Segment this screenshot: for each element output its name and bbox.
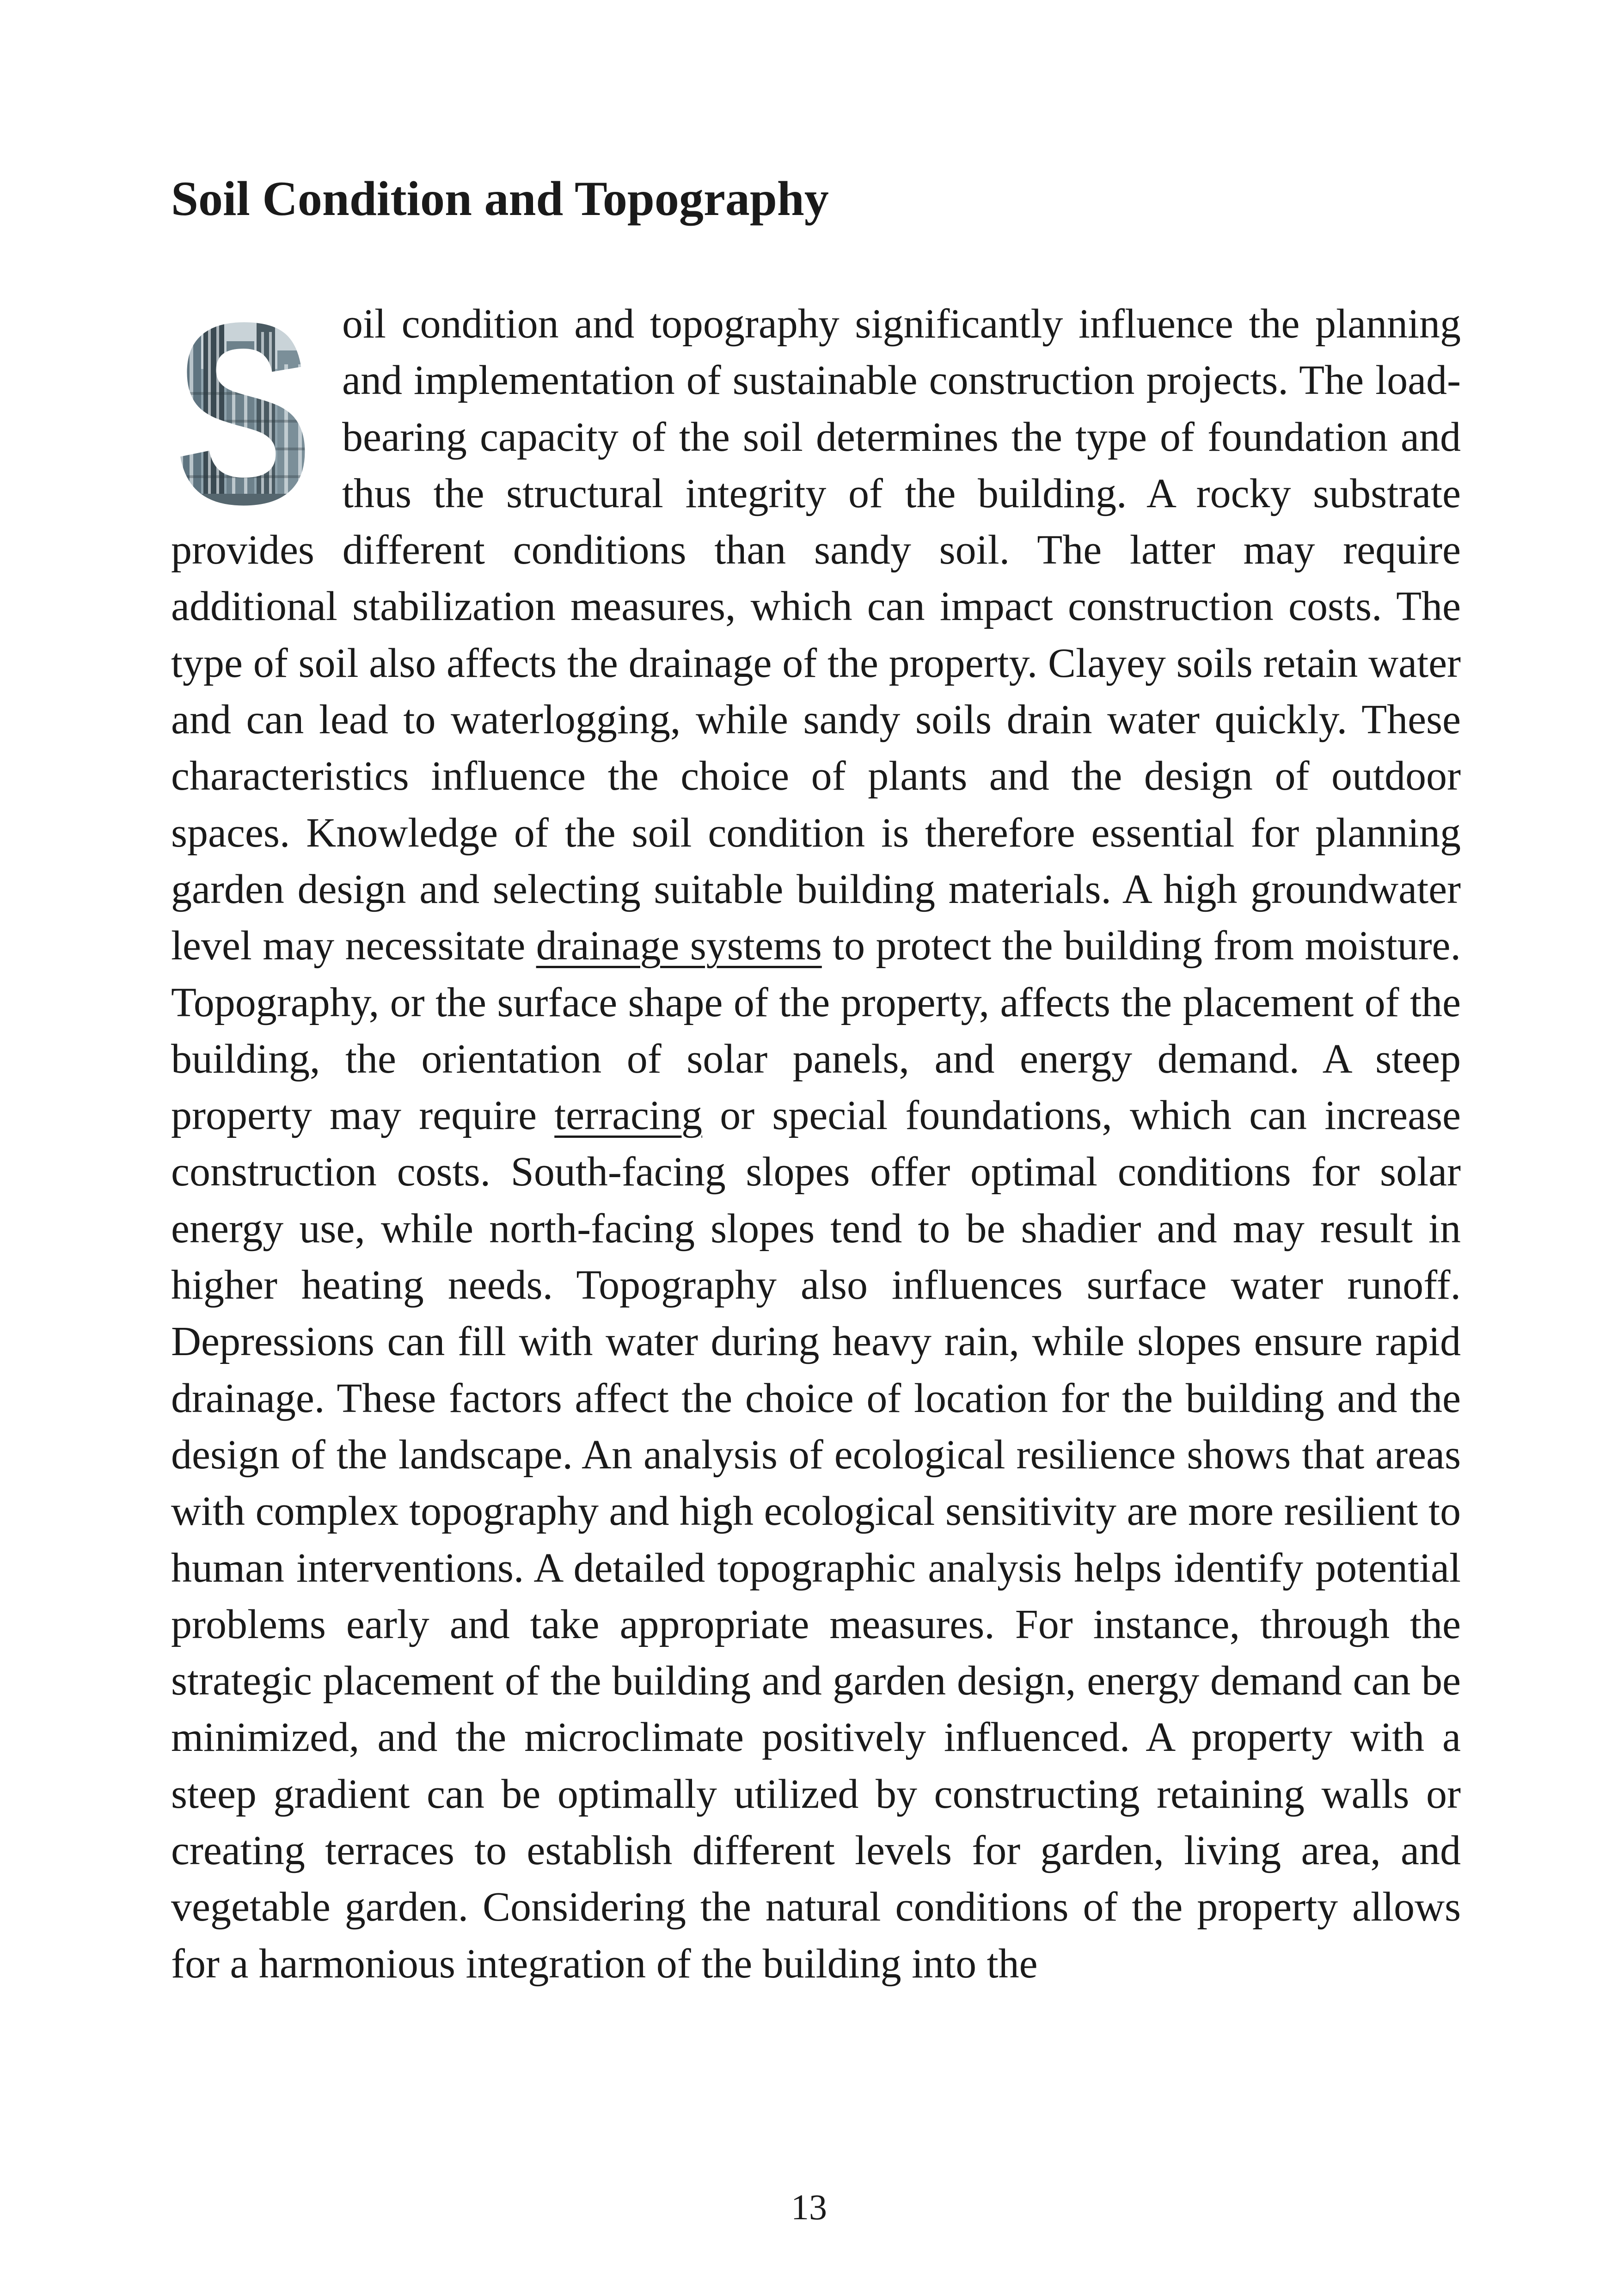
body-segment: or special foundations, which can increase construction costs. South-facing slopes offer optimal conditions for solar energy use, while north-facing slopes tend to be shadier and may result in higher heating needs. Topography also influences surface water runoff. Depressions can fill with water during heavy rain, while slopes ensure rapid drainage. These factors affect the choice of location for the building and the design of the landscape. An analysis of ecological resilience shows that areas with complex topography and high ecological sensitivity are more resilient to human interventions. A detailed topographic analysis helps identify potential problems early and take appropriate measures. For instance, through the strategic placement of the building and garden design, energy demand can be minimized, and the microclimate positively influenced. A property with a steep gradient can be optimally utilized by constructing retaining walls or creating terraces to establish different levels for garden, living area, and vegetable garden. Considering the natural conditions of the property allows for a harmonious integration of the building into the bbox=[171, 1093, 1461, 1987]
drop-cap-letter-graphic bbox=[171, 300, 317, 517]
section-heading: Soil Condition and Topography bbox=[171, 172, 829, 226]
page-number: 13 bbox=[791, 2187, 827, 2227]
body-segment: oil condition and topography significantly influence the planning and implementation of sustainable construction projects. The load-bearing capacity of the soil determines the type of foundation and thus the structural integrity of the building. A rocky substrate provides different conditions than sandy soil. The latter may require additional stabilization measures, which can impact construction costs. The type of soil also affects the drainage of the property. Clayey soils retain water and can lead to waterlogging, while sandy soils drain water quickly. These characteristics influence the choice of plants and the design of outdoor spaces. Knowledge of the soil condition is therefore essential for planning garden design and selecting suitable building materials. A high groundwater level may necessitate bbox=[171, 301, 1461, 969]
drop-cap-s-image bbox=[171, 300, 317, 517]
body-text bbox=[171, 296, 1461, 1992]
terracing-link[interactable]: terracing bbox=[554, 1093, 703, 1139]
drainage-systems-link[interactable]: drainage systems bbox=[536, 923, 822, 969]
body-segment: to protect the building from moisture. Topography, or the surface shape of the property, affects the placement of the building, the orientation of solar panels, and energy demand. A steep property may require bbox=[171, 923, 1461, 1139]
body-paragraph bbox=[171, 296, 1461, 1992]
